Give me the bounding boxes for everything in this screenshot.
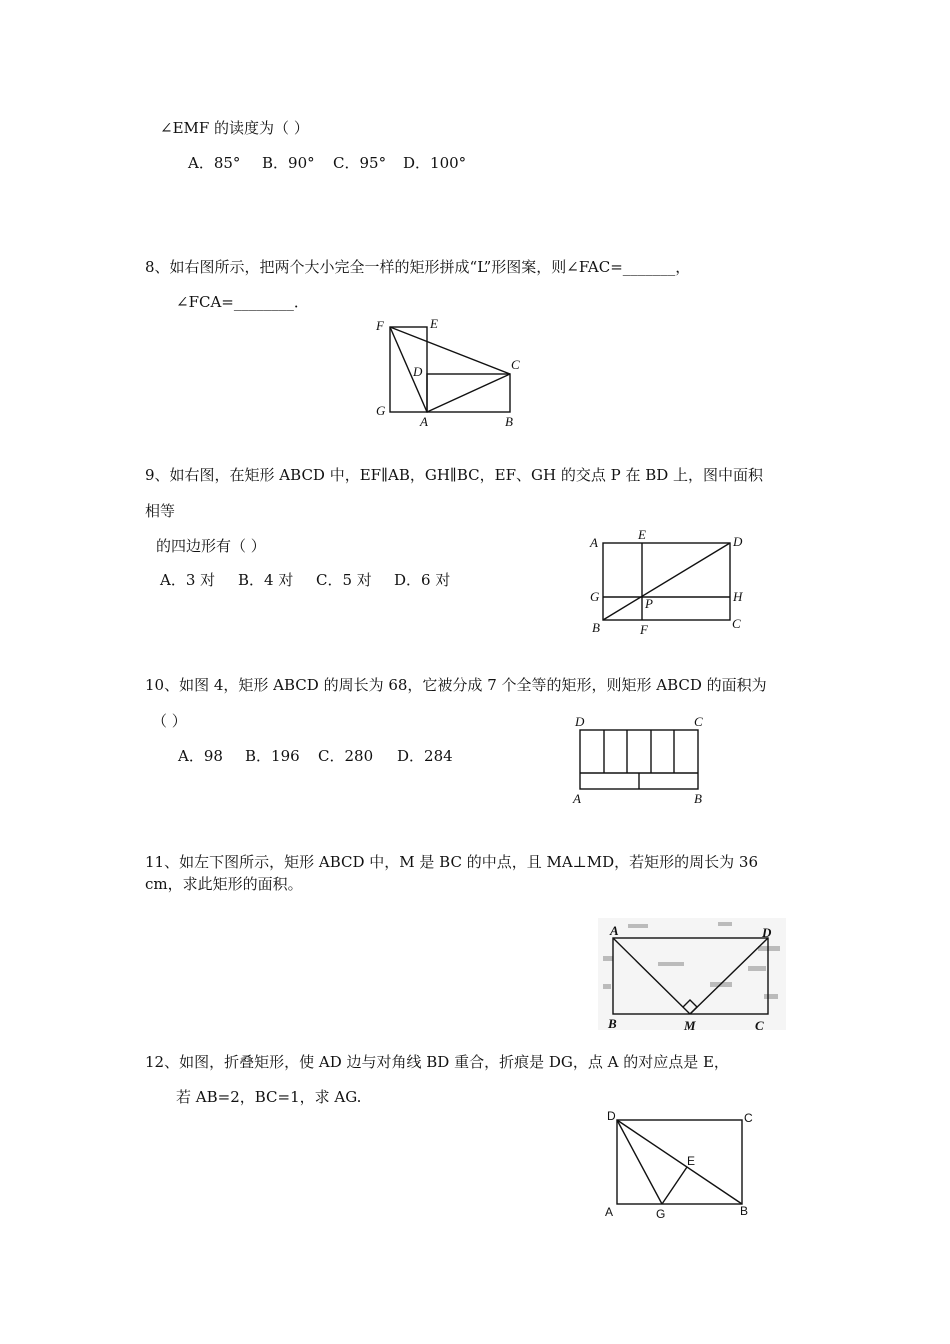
q9-label-b: B (592, 620, 600, 635)
q8-label-e: E (430, 316, 438, 331)
q9-figure (585, 528, 755, 638)
q10-label-a: A (573, 791, 581, 806)
q10-label-d: D (575, 714, 585, 729)
q10-option-d: D．284 (397, 747, 453, 765)
q9-label-c: C (732, 616, 741, 631)
q7-stem: ∠EMF 的读度为（ ） (160, 119, 309, 137)
q9-label-f: F (640, 622, 648, 637)
q9-option-c: C．5 对 (316, 571, 372, 589)
q10-line1: 10、如图 4，矩形 ABCD 的周长为 68，它被分成 7 个全等的矩形，则矩形 ABCD 的面积为 (145, 676, 767, 694)
q11-scan-background (598, 918, 786, 1030)
q7-option-d: D．100° (403, 154, 467, 172)
q8-figure (370, 315, 530, 430)
q8-label-c: C (511, 357, 520, 372)
q12-line1: 12、如图，折叠矩形，使 AD 边与对角线 BD 重合，折痕是 DG，点 A 的对应点是 E， (145, 1053, 729, 1071)
q10-label-c: C (694, 714, 703, 729)
q11-line1: 11、如左下图所示，矩形 ABCD 中，M 是 BC 的中点，且 MA⊥MD，若矩形的周长为 36 (145, 853, 759, 871)
q10-option-a: A．98 (178, 747, 223, 765)
q10-option-b: B．196 (245, 747, 300, 765)
q11-label-d: D (762, 925, 772, 940)
q9-label-h: H (733, 589, 743, 604)
q8-label-a: A (420, 414, 428, 429)
q10-line2: （ ） (152, 712, 187, 730)
q11-label-b: B (608, 1016, 617, 1031)
q7-option-a: A．85° (188, 154, 241, 172)
q12-label-g: G (656, 1207, 666, 1221)
q8-line2: ∠FCA=________． (176, 293, 309, 311)
q11-label-m: M (684, 1018, 696, 1033)
q12-label-b: B (740, 1204, 749, 1218)
q7-option-b: B．90° (262, 154, 315, 172)
q10-option-c: C．280 (318, 747, 374, 765)
q12-figure (598, 1105, 768, 1225)
q8-label-f: F (376, 318, 384, 333)
q12-line2: 若 AB=2，BC=1，求 AG. (176, 1088, 362, 1106)
q7-option-c: C．95° (333, 154, 387, 172)
q9-line1: 9、如右图，在矩形 ABCD 中，EF∥AB，GH∥BC，EF、GH 的交点 P 在 BD 上，图中面积 (145, 466, 764, 484)
q9-label-e: E (638, 527, 646, 542)
q8-line1: 8、如右图所示，把两个大小完全一样的矩形拼成“L”形图案，则∠FAC=_______， (145, 258, 691, 276)
q9-option-b: B．4 对 (238, 571, 294, 589)
q9-label-d: D (733, 534, 743, 549)
q10-label-b: B (694, 791, 702, 806)
q9-label-g: G (590, 589, 600, 604)
q11-line2: cm，求此矩形的面积。 (145, 875, 303, 893)
q10-figure (568, 710, 718, 810)
q9-line3: 的四边形有（ ） (156, 537, 266, 555)
q11-figure (598, 918, 788, 1033)
q8-label-d: D (413, 364, 423, 379)
q11-label-c: C (755, 1018, 764, 1033)
q9-label-p: P (645, 596, 653, 611)
q9-line2: 相等 (145, 502, 176, 520)
q11-label-a: A (610, 923, 619, 938)
q9-option-a: A．3 对 (160, 571, 216, 589)
q9-option-d: D．6 对 (394, 571, 451, 589)
q12-label-e: E (687, 1154, 696, 1168)
q9-label-a: A (590, 535, 598, 550)
q12-label-d: D (607, 1109, 616, 1123)
q12-label-c: C (744, 1111, 753, 1125)
q12-label-a: A (605, 1205, 614, 1219)
q8-label-b: B (505, 414, 513, 429)
q8-label-g: G (376, 403, 386, 418)
